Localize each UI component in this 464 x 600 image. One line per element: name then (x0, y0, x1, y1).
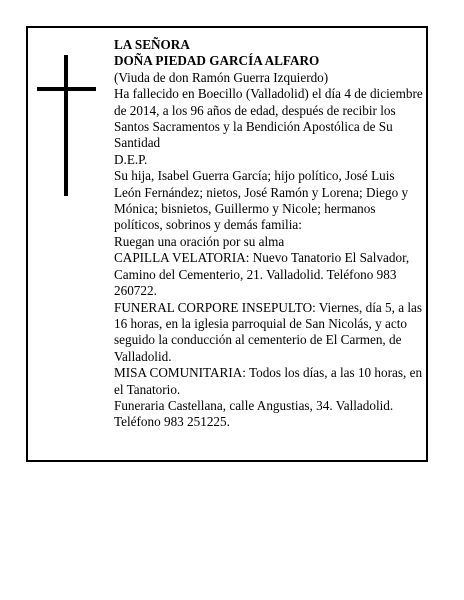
rip-line: D.E.P. (114, 151, 148, 167)
cross-icon (64, 55, 68, 196)
funeral-info: FUNERAL CORPORE INSEPULTO: Viernes, día 5, a las 16 horas, en la iglesia parroquial de San Nicolás, y acto seguido la conducción al cementerio de El Carmen, de Valladolid. (114, 299, 423, 364)
widow-line: (Viuda de don Ramón Guerra Izquierdo) (114, 69, 329, 85)
death-announcement: Ha fallecido en Boecillo (Valladolid) el día 4 de diciembre de 2014, a los 96 años de edad, después de recibir los Santos Sacramentos y la Bendición Apostólica de Su Santidad (114, 86, 423, 151)
family-list: Su hija, Isabel Guerra García; hijo político, José Luis León Fernández; nietos, José Ramón y Lorena; Diego y Mónica; bisnietos, Guillermo y Nicole; hermanos políticos, sobrinos y demás familia: (114, 168, 409, 233)
prayer-request: Ruegan una oración por su alma (114, 233, 285, 249)
chapel-info: CAPILLA VELATORIA: Nuevo Tanatorio El Salvador, Camino del Cementerio, 21. Valladolid. Teléfono 983 260722. (114, 250, 410, 299)
notice-title: LA SEÑORA (114, 37, 190, 52)
mass-info: MISA COMUNITARIA: Todos los días, a las 10 horas, en el Tanatorio. (114, 365, 423, 397)
cross-icon-bar (37, 87, 96, 91)
funeral-home-info: Funeraria Castellana, calle Angustias, 34. Valladolid. Teléfono 983 251225. (114, 397, 394, 430)
deceased-name: DOÑA PIEDAD GARCÍA ALFARO (114, 53, 320, 69)
obituary-text (114, 37, 424, 431)
